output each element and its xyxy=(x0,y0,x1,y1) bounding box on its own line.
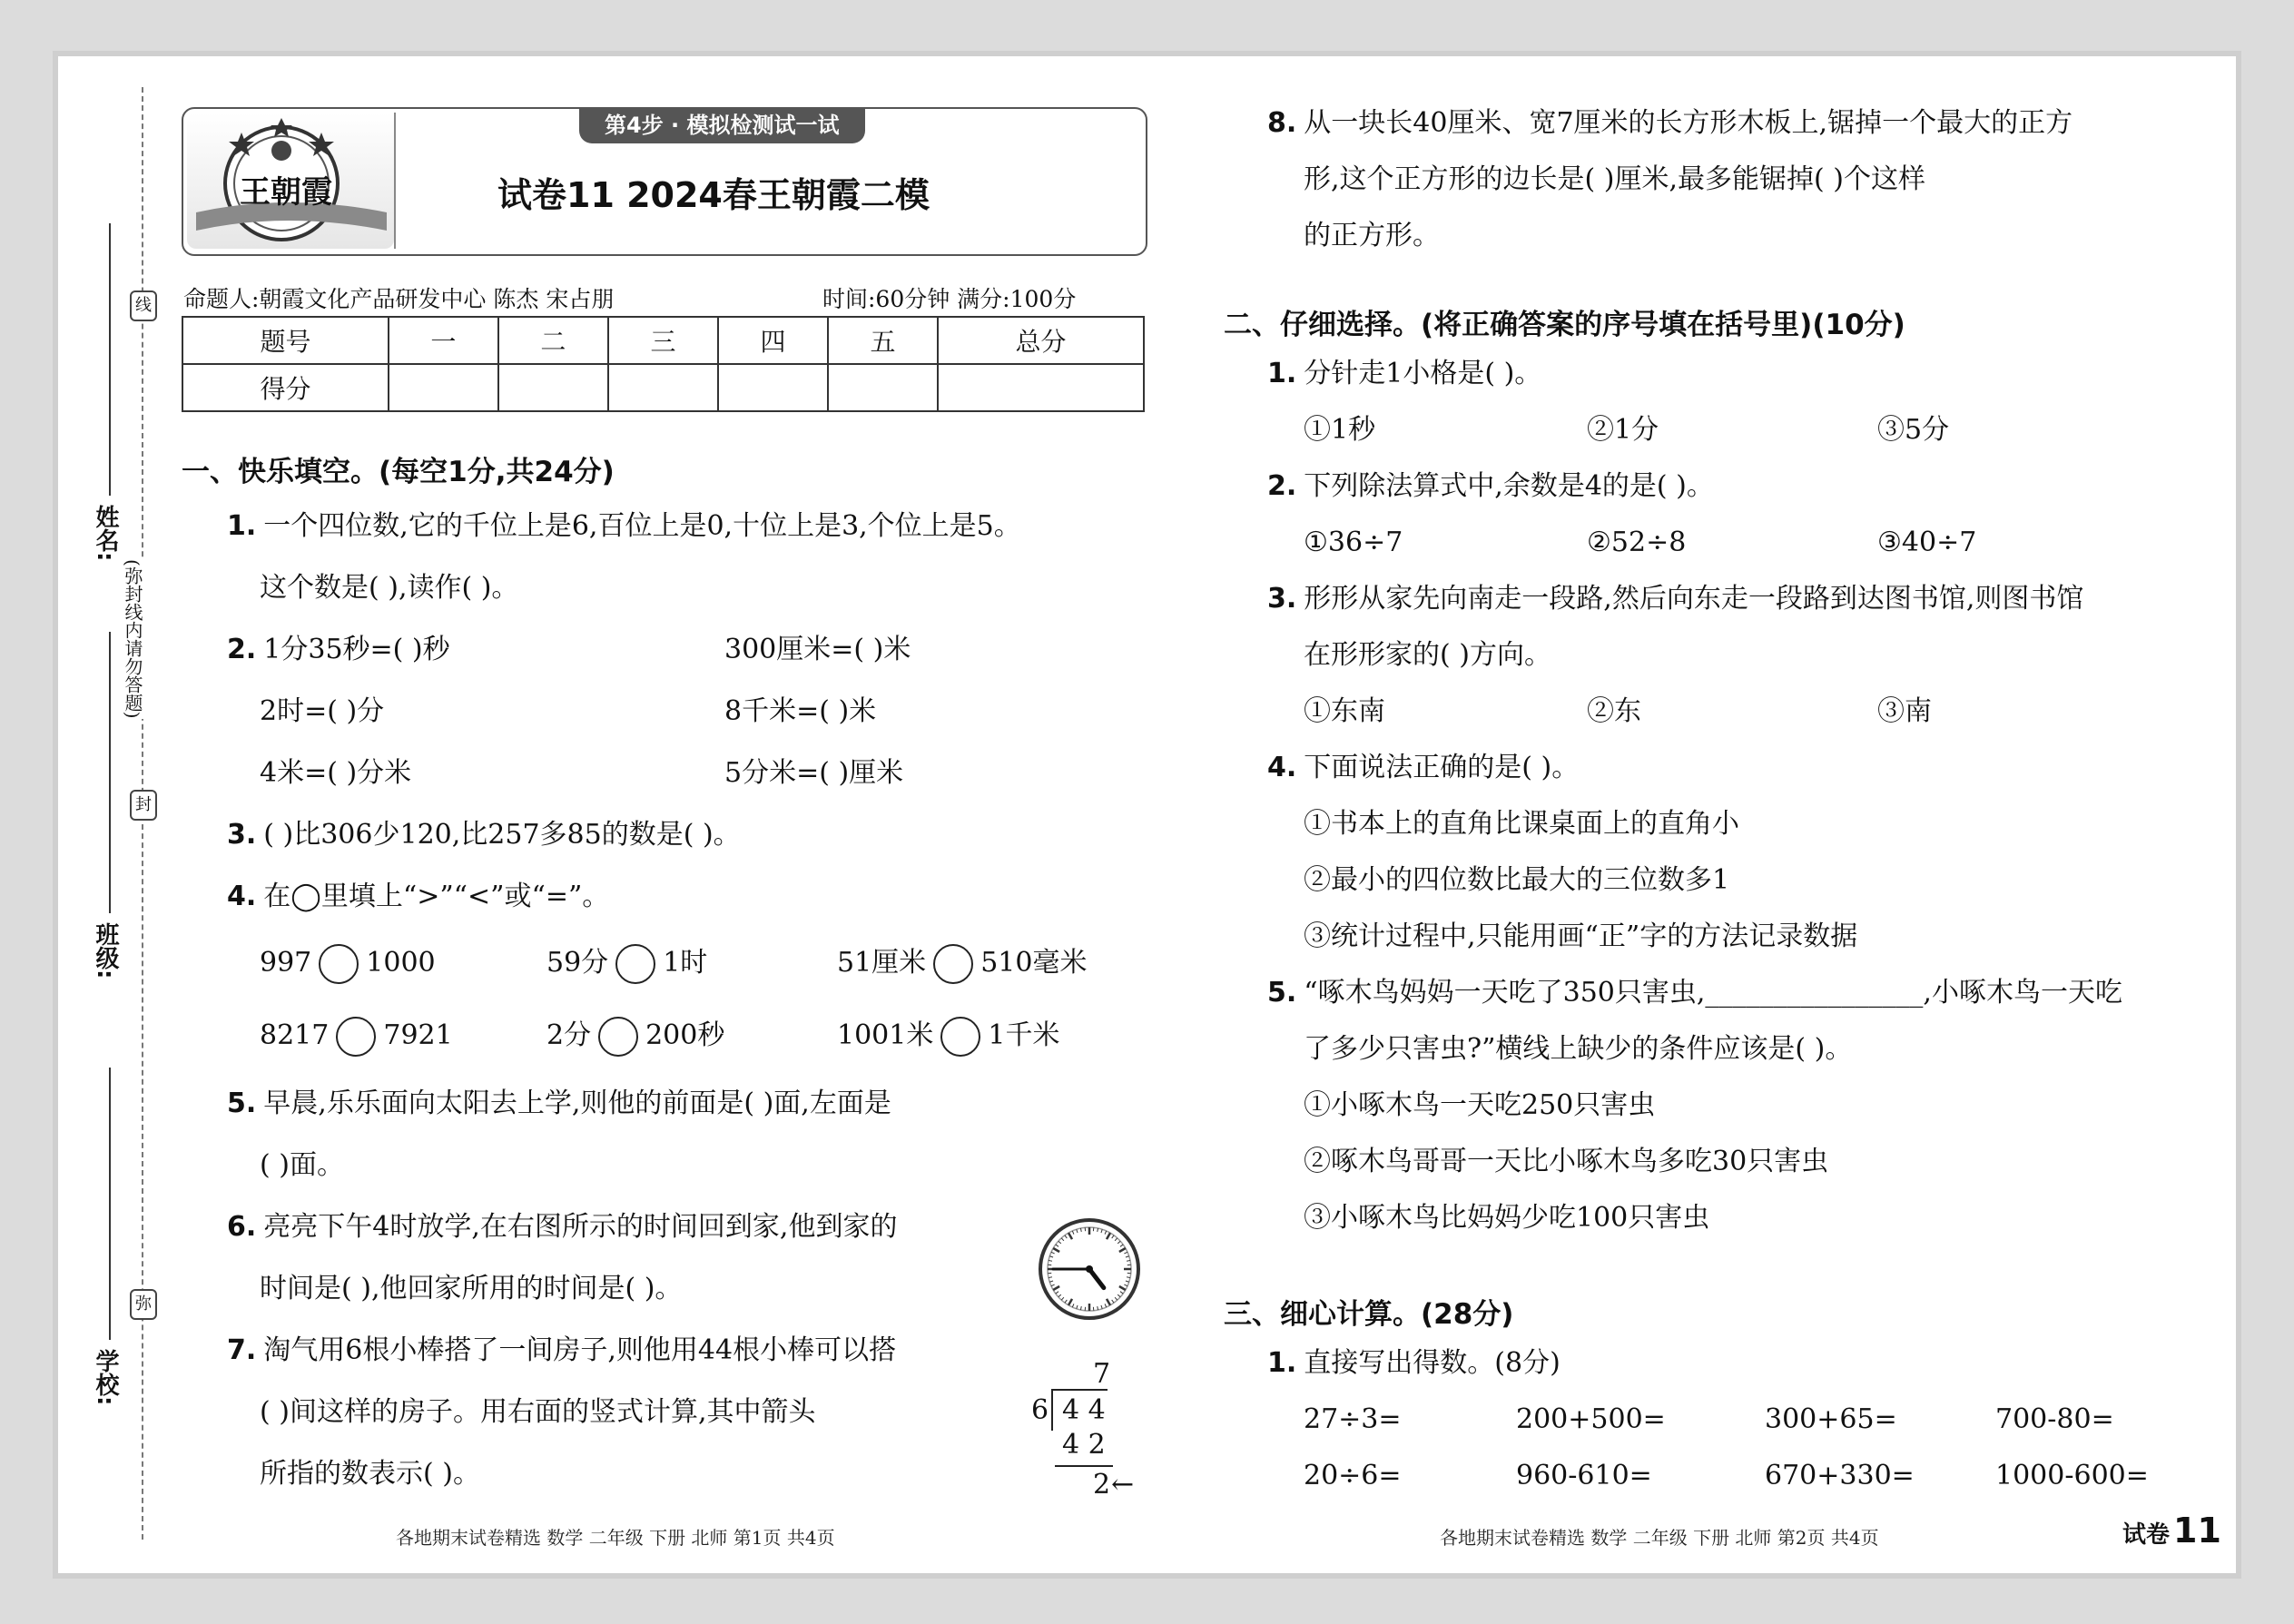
s2-q5 xyxy=(1267,977,2122,1009)
class-label: 班级: xyxy=(92,922,119,979)
question-number: 2. xyxy=(1267,470,1297,502)
s2-q1 xyxy=(1267,358,1541,390)
score-col: 三 xyxy=(608,317,718,364)
score-cell[interactable] xyxy=(608,364,718,411)
question-number: 8. xyxy=(1267,107,1297,139)
calc-item: 700-80= xyxy=(1995,1403,2114,1435)
option: ③统计过程中,只能用画“正”字的方法记录数据 xyxy=(1304,920,1858,952)
s1-q7 xyxy=(227,1334,896,1367)
option: ②1分 xyxy=(1587,414,1659,446)
logo-text: 王朝霞 xyxy=(240,174,332,211)
question-number: 3. xyxy=(227,819,257,851)
calc-item: 960-610= xyxy=(1516,1460,1652,1491)
score-table xyxy=(182,316,1145,412)
compare-item xyxy=(837,1017,1059,1057)
question-text: 1分35秒=( )秒 xyxy=(263,634,450,665)
score-col: 总分 xyxy=(938,317,1144,364)
calc-item: 300+65= xyxy=(1765,1403,1897,1435)
compare-left: 8217 xyxy=(260,1019,330,1051)
author-line: 命题人:朝霞文化产品研发中心 陈杰 宋占朋 xyxy=(183,286,615,312)
question-number: 7. xyxy=(227,1334,257,1366)
score-cell[interactable] xyxy=(498,364,608,411)
compare-circle[interactable] xyxy=(319,944,359,984)
score-col: 五 xyxy=(828,317,938,364)
clock-icon xyxy=(1035,1215,1144,1324)
score-col: 题号 xyxy=(182,317,389,364)
compare-circle[interactable] xyxy=(615,944,655,984)
name-label: 姓名: xyxy=(92,505,119,562)
compare-circle[interactable] xyxy=(598,1017,638,1057)
question-number: 6. xyxy=(227,1211,257,1243)
division-divisor: 6 xyxy=(1031,1394,1049,1426)
score-cell[interactable] xyxy=(938,364,1144,411)
s2-q2 xyxy=(1267,470,1714,503)
time-line: 时间:60分钟 满分:100分 xyxy=(822,286,1077,312)
question-number: 3. xyxy=(1267,583,1297,615)
seal-note: (弥封线内请勿答题) xyxy=(120,559,146,719)
question-text: 分针走1小格是( )。 xyxy=(1304,358,1542,389)
s1-q3 xyxy=(227,819,741,851)
s1-q7-line3: 所指的数表示( )。 xyxy=(260,1458,480,1490)
compare-circle[interactable] xyxy=(933,944,973,984)
compare-circle[interactable] xyxy=(336,1017,376,1057)
question-text: 淘气用6根小棒搭了一间房子,则他用44根小棒可以搭 xyxy=(263,1334,897,1366)
compare-right: 1000 xyxy=(366,947,436,979)
calc-item: 670+330= xyxy=(1765,1460,1915,1491)
name-underline xyxy=(109,223,111,496)
option: ②啄木鸟哥哥一天比小啄木鸟多吃30只害虫 xyxy=(1304,1146,1829,1177)
compare-left: 2分 xyxy=(546,1019,592,1051)
option: ②东 xyxy=(1587,695,1641,727)
s1-q8-line2: 形,这个正方形的边长是( )厘米,最多能锯掉( )个这样 xyxy=(1304,163,1925,195)
option: ②最小的四位数比最大的三位数多1 xyxy=(1304,864,1730,896)
s1-q8-line3: 的正方形。 xyxy=(1304,220,1440,251)
question-text: 早晨,乐乐面向太阳去上学,则他的前面是( )面,左面是 xyxy=(263,1088,891,1119)
compare-left: 51厘米 xyxy=(837,947,927,979)
calc-item: 1000-600= xyxy=(1995,1460,2149,1491)
option: ②52÷8 xyxy=(1587,527,1687,558)
compare-left: 59分 xyxy=(546,947,609,979)
division-product: 4 2 xyxy=(1062,1429,1106,1461)
question-text: 在◯里填上“>”“<”或“=”。 xyxy=(263,881,610,912)
s1-q1-line2: 这个数是( ),读作( )。 xyxy=(260,572,519,604)
calc-item: 20÷6= xyxy=(1304,1460,1402,1491)
exam-sheet xyxy=(53,51,2241,1579)
compare-item xyxy=(260,1017,453,1057)
s1-q8 xyxy=(1267,107,2072,140)
option: ①东南 xyxy=(1304,695,1385,727)
compare-item xyxy=(837,944,1087,984)
compare-left: 1001米 xyxy=(837,1019,934,1051)
page-title: 试卷11 2024春王朝霞二模 xyxy=(497,175,930,215)
s3-q1 xyxy=(1267,1347,1561,1380)
school-underline xyxy=(109,1068,111,1340)
compare-right: 1千米 xyxy=(988,1019,1060,1051)
section3-title: 三、细心计算。(28分) xyxy=(1224,1298,1514,1331)
question-text: “啄木鸟妈妈一天吃了350只害虫,________________,小啄木鸟一天吃 xyxy=(1304,977,2122,1009)
class-underline xyxy=(109,632,111,913)
footer-badge-number: 11 xyxy=(2173,1511,2221,1550)
logo xyxy=(187,113,394,249)
school-label: 学校: xyxy=(92,1349,119,1406)
question-text: 直接写出得数。(8分) xyxy=(1304,1347,1561,1379)
header-divider xyxy=(394,113,396,249)
calc-item: 27÷3= xyxy=(1304,1403,1402,1435)
question-text: 下列除法算式中,余数是4的是( )。 xyxy=(1304,470,1714,502)
score-table-row xyxy=(182,364,1144,411)
division-arrow: ← xyxy=(1111,1469,1135,1501)
s1-q6 xyxy=(227,1211,897,1244)
question-number: 5. xyxy=(1267,977,1297,1009)
s1-q2-f: 5分米=( )厘米 xyxy=(724,757,904,789)
question-number: 1. xyxy=(1267,1347,1297,1379)
question-text: 形形从家先向南走一段路,然后向东走一段路到达图书馆,则图书馆 xyxy=(1304,583,2084,615)
score-row-label: 得分 xyxy=(182,364,389,411)
division-dividend: 4 4 xyxy=(1062,1394,1106,1426)
question-number: 4. xyxy=(1267,752,1297,783)
question-number: 5. xyxy=(227,1088,257,1119)
s1-q2 xyxy=(227,634,450,666)
calc-item: 200+500= xyxy=(1516,1403,1666,1435)
s1-q2-e: 4米=( )分米 xyxy=(260,757,412,789)
score-table-header xyxy=(182,317,1144,364)
score-col: 四 xyxy=(718,317,828,364)
question-text: 下面说法正确的是( )。 xyxy=(1304,752,1580,783)
footer-badge xyxy=(2122,1511,2221,1550)
step-badge: 第4步 · 模拟检测试一试 xyxy=(579,107,865,143)
option: ①36÷7 xyxy=(1304,527,1403,558)
question-number: 4. xyxy=(227,881,257,912)
compare-right: 7921 xyxy=(383,1019,453,1051)
question-number: 2. xyxy=(227,634,257,665)
s1-q6-line2: 时间是( ),他回家所用的时间是( )。 xyxy=(260,1273,683,1304)
option: ③40÷7 xyxy=(1877,527,1977,558)
compare-right: 200秒 xyxy=(645,1019,725,1051)
question-text: ( )比306少120,比257多85的数是( )。 xyxy=(263,819,741,851)
question-text: 一个四位数,它的千位上是6,百位上是0,十位上是3,个位上是5。 xyxy=(263,510,1021,542)
s2-q5-line2: 了多少只害虫?”横线上缺少的条件应该是( )。 xyxy=(1304,1033,1853,1065)
score-col: 二 xyxy=(498,317,608,364)
section1-title: 一、快乐填空。(每空1分,共24分) xyxy=(182,456,615,488)
footer-badge-label: 试卷 xyxy=(2122,1521,2171,1549)
s2-q3-line2: 在形形家的( )方向。 xyxy=(1304,639,1551,671)
option: ①书本上的直角比课桌面上的直角小 xyxy=(1304,808,1739,840)
compare-circle[interactable] xyxy=(940,1017,980,1057)
seal-mark-mi: 弥 xyxy=(130,1289,157,1320)
option: ①1秒 xyxy=(1304,414,1376,446)
seal-mark-feng: 封 xyxy=(130,790,157,821)
question-number: 1. xyxy=(1267,358,1297,389)
option: ③小啄木鸟比妈妈少吃100只害虫 xyxy=(1304,1202,1710,1234)
division-remainder: 2 xyxy=(1093,1469,1111,1501)
footer-left: 各地期末试卷精选 数学 二年级 下册 北师 第1页 共4页 xyxy=(396,1527,835,1549)
seal-mark-xian: 线 xyxy=(130,290,157,321)
compare-item xyxy=(546,944,707,984)
score-cell[interactable] xyxy=(718,364,828,411)
score-col: 一 xyxy=(389,317,498,364)
score-cell[interactable] xyxy=(828,364,938,411)
s1-q2-d: 8千米=( )米 xyxy=(724,695,877,727)
question-text: 从一块长40厘米、宽7厘米的长方形木板上,锯掉一个最大的正方 xyxy=(1304,107,2073,139)
question-text: 亮亮下午4时放学,在右图所示的时间回到家,他到家的 xyxy=(263,1211,898,1243)
s1-q1 xyxy=(227,510,1021,543)
footer-right: 各地期末试卷精选 数学 二年级 下册 北师 第2页 共4页 xyxy=(1440,1527,1879,1549)
s1-q2-c: 2时=( )分 xyxy=(260,695,385,727)
s1-q7-line2: ( )间这样的房子。用右面的竖式计算,其中箭头 xyxy=(260,1396,816,1428)
compare-item xyxy=(260,944,436,984)
compare-left: 997 xyxy=(260,947,312,979)
compare-right: 1时 xyxy=(663,947,708,979)
s1-q5 xyxy=(227,1088,891,1120)
question-number: 1. xyxy=(227,510,257,542)
score-cell[interactable] xyxy=(389,364,498,411)
s1-q4 xyxy=(227,881,609,913)
section2-title: 二、仔细选择。(将正确答案的序号填在括号里)(10分) xyxy=(1224,309,1905,341)
s1-q2-b: 300厘米=( )米 xyxy=(724,634,911,665)
option: ③5分 xyxy=(1877,414,1950,446)
s2-q4 xyxy=(1267,752,1579,784)
s2-q3 xyxy=(1267,583,2083,615)
option: ③南 xyxy=(1877,695,1932,727)
division-rule xyxy=(1055,1465,1113,1467)
option: ①小啄木鸟一天吃250只害虫 xyxy=(1304,1089,1656,1121)
compare-right: 510毫米 xyxy=(980,947,1088,979)
compare-item xyxy=(546,1017,724,1057)
s1-q5-line2: ( )面。 xyxy=(260,1149,344,1181)
division-quotient: 7 xyxy=(1093,1358,1111,1390)
